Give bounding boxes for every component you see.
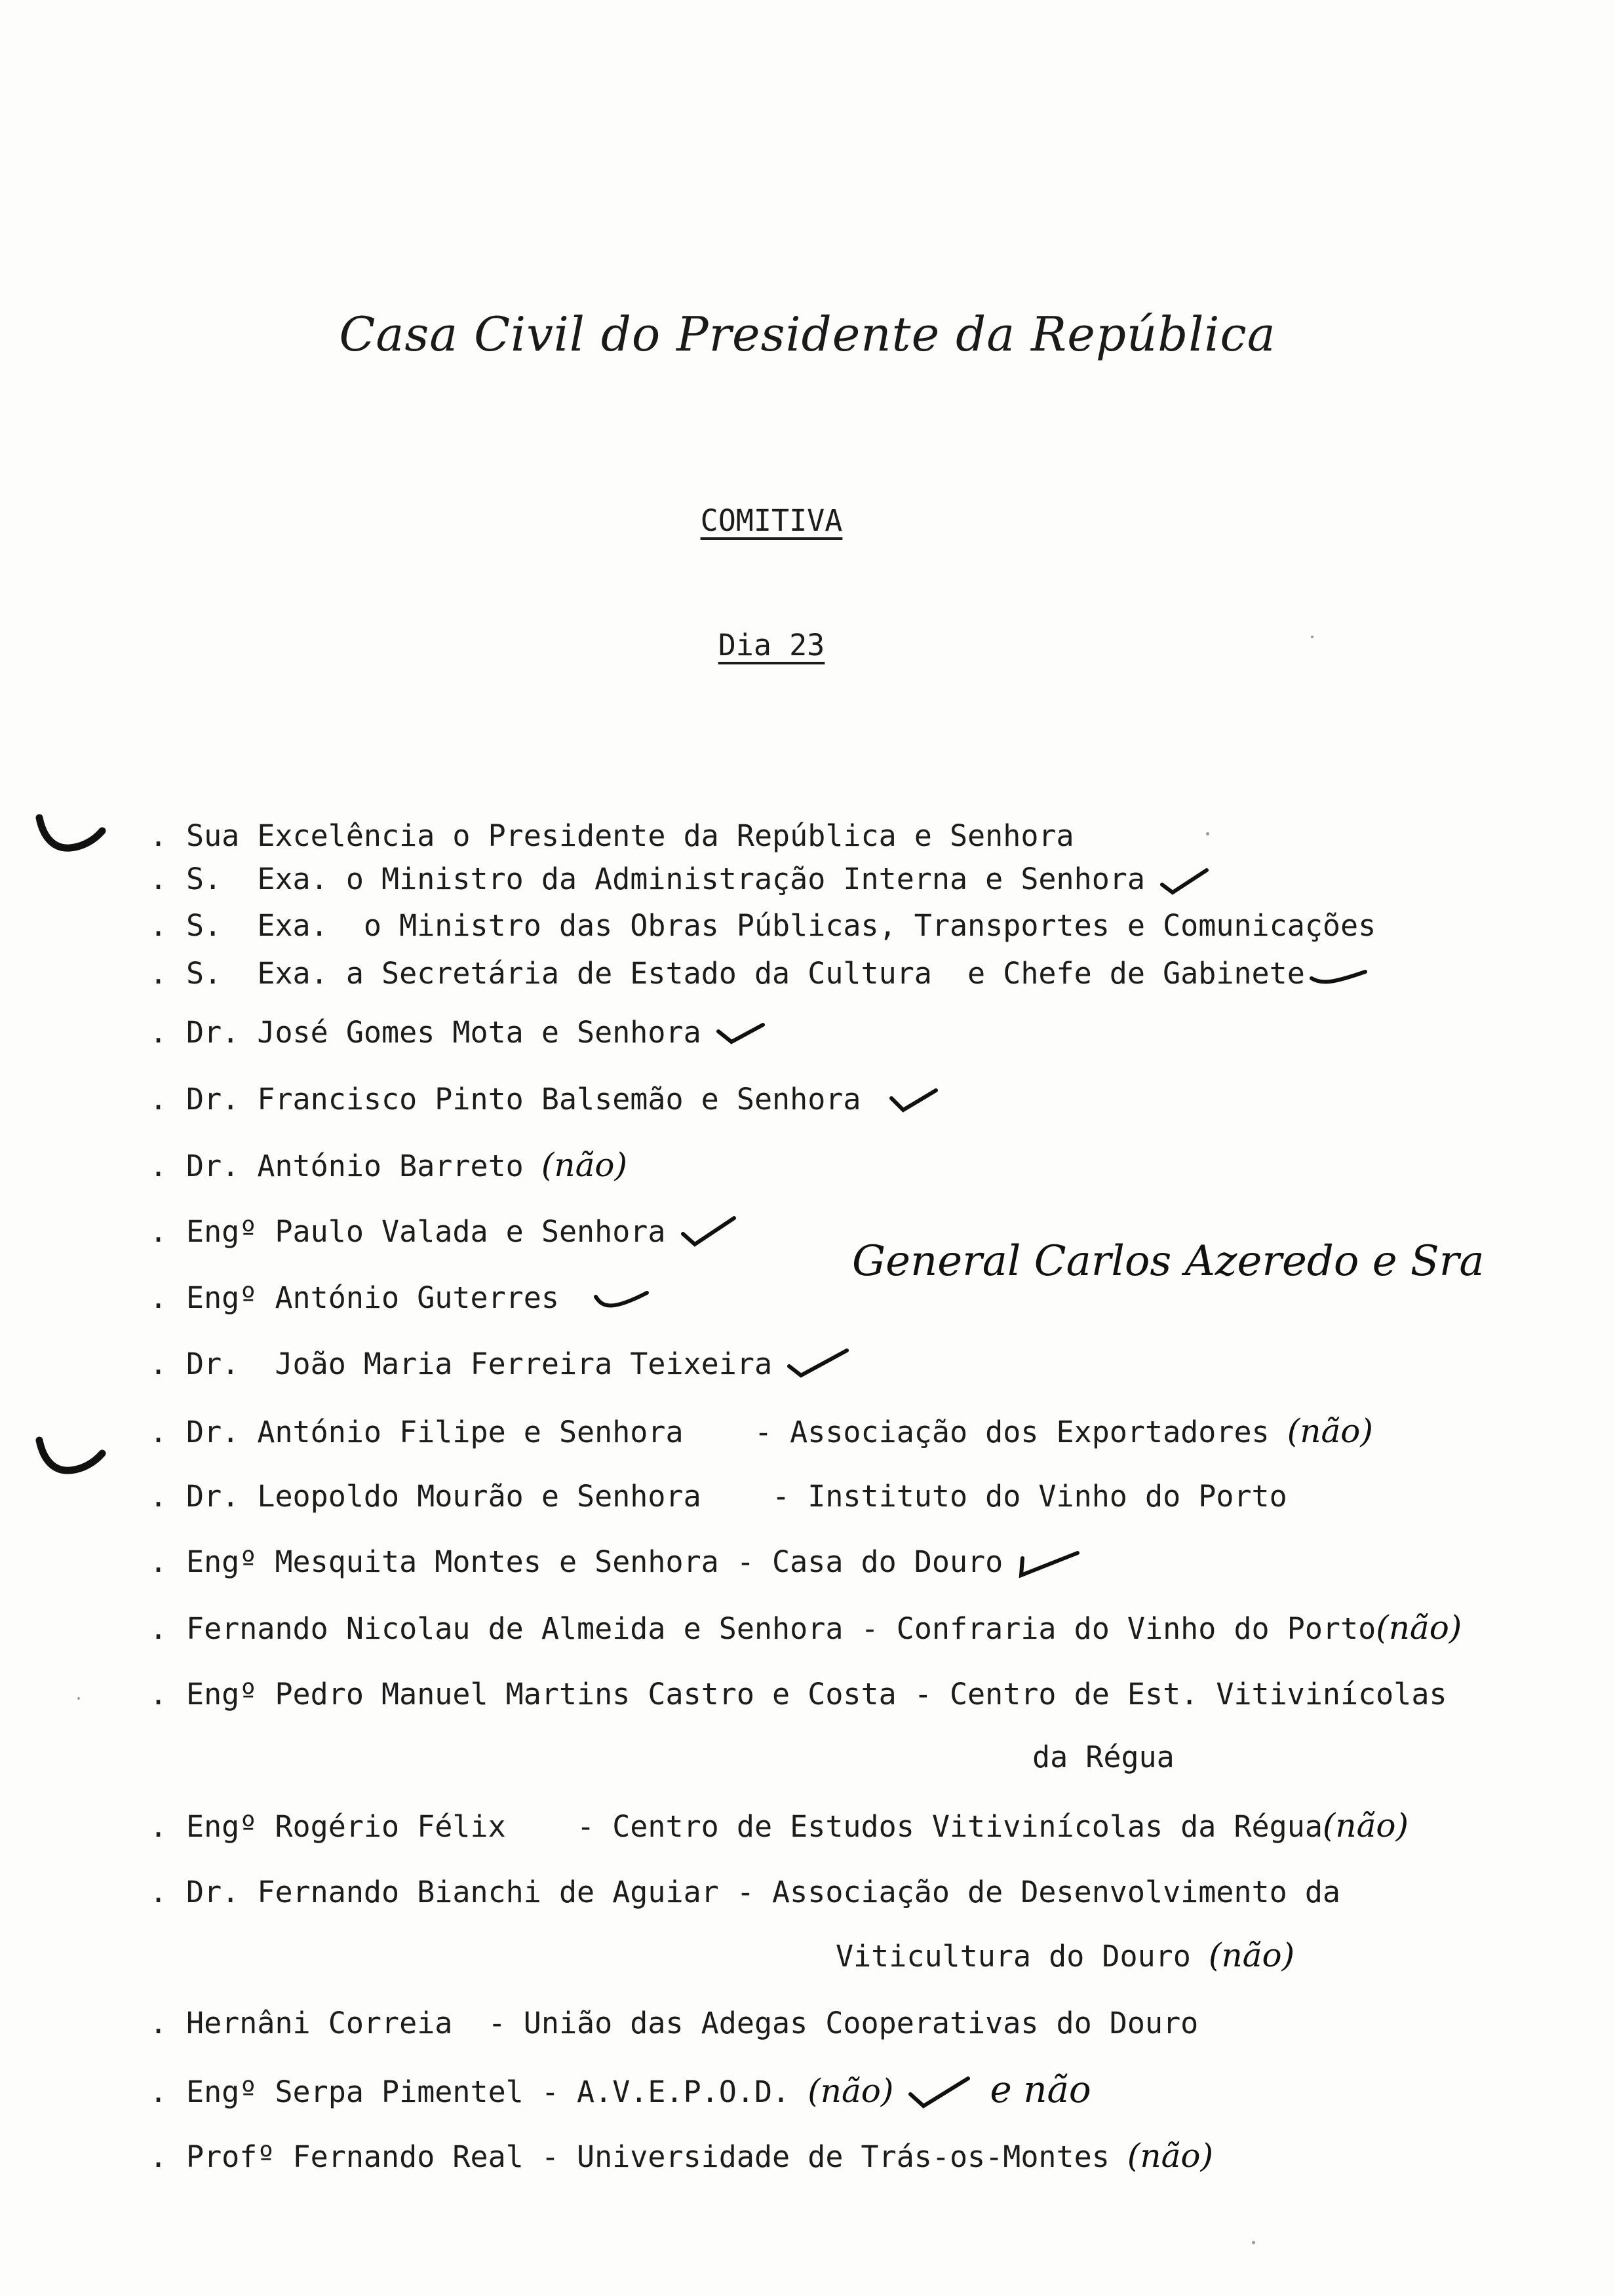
attendee-entry: . Dr. António Barreto (não) <box>149 1146 627 1184</box>
continuation-text: Viticultura do Douro <box>836 1939 1191 1974</box>
entry-continuation: da Régua <box>1032 1740 1175 1774</box>
margin-tick-icon <box>34 811 106 857</box>
handwritten-annotation: (não) <box>1127 2137 1214 2175</box>
entry-text: Engº Rogério Félix - Centro de Estudos Vitivinícolas da Régua <box>186 1809 1323 1844</box>
entry-text: Dr. Fernando Bianchi de Aguiar - Associação de Desenvolvimento da <box>186 1875 1340 1909</box>
attendee-entry: . S. Exa. o Ministro da Administração Interna e Senhora <box>149 861 1615 898</box>
handwritten-note: General Carlos Azeredo e Sra <box>852 1237 1485 1286</box>
checkmark-icon <box>1158 865 1211 898</box>
attendee-entry: . Fernando Nicolau de Almeida e Senhora - Confraria do Vinho do Porto(não) <box>149 1609 1462 1647</box>
entry-text: Dr. José Gomes Mota e Senhora <box>186 1015 701 1050</box>
scan-speck <box>1206 832 1209 835</box>
checkmark-icon <box>1016 1548 1081 1580</box>
checkmark-icon <box>887 1085 940 1118</box>
document-title: COMITIVA <box>700 503 843 538</box>
handwritten-annotation: (não) <box>1322 1807 1409 1845</box>
attendee-entry: . Dr. José Gomes Mota e Senhora <box>149 1014 1615 1051</box>
entry-text: Fernando Nicolau de Almeida e Senhora - Confraria do Vinho do Porto <box>186 1611 1376 1646</box>
handwritten-annotation: (não) <box>808 2072 894 2110</box>
checkmark-icon <box>714 1018 767 1051</box>
letterhead: Casa Civil do Presidente da República <box>339 307 1276 362</box>
handwritten-annotation: e não <box>990 2069 1091 2111</box>
entry-text: Dr. Leopoldo Mourão e Senhora - Instituto do Vinho do Porto <box>186 1479 1287 1514</box>
entry-text: Engº Mesquita Montes e Senhora - Casa do Douro <box>186 1544 1003 1579</box>
attendee-entry: . Dr. António Filipe e Senhora - Associação dos Exportadores (não) <box>149 1412 1373 1450</box>
document-day: Dia 23 <box>718 628 825 662</box>
entry-continuation <box>836 1937 1294 1975</box>
entry-text: Dr. António Barreto <box>186 1149 524 1183</box>
entry-text: S. Exa. o Ministro das Obras Públicas, Transportes e Comunicações <box>186 908 1376 943</box>
attendee-entry: . S. Exa. a Secretária de Estado da Cultura e Chefe de Gabinete <box>149 955 1615 992</box>
handwritten-annotation: (não) <box>1287 1412 1373 1450</box>
attendee-entry: . Engº Rogério Félix - Centro de Estudos Vitivinícolas da Régua(não) <box>149 1807 1409 1845</box>
attendee-entry: . Engº Pedro Manuel Martins Castro e Costa - Centro de Est. Vitivinícolas <box>149 1677 1447 1712</box>
entry-text: S. Exa. a Secretária de Estado da Cultura e Chefe de Gabinete <box>186 956 1305 991</box>
attendee-entry: . Profº Fernando Real - Universidade de Trás-os-Montes (não) <box>149 2137 1214 2175</box>
entry-text: Engº Paulo Valada e Senhora <box>186 1214 666 1249</box>
entry-text: Engº Pedro Manuel Martins Castro e Costa - Centro de Est. Vitivinícolas <box>186 1677 1447 1712</box>
scan-speck <box>1311 636 1313 638</box>
attendee-entry: . Engº Serpa Pimentel - A.V.E.P.O.D. (não) e não <box>149 2072 1615 2114</box>
entry-text: Dr. Francisco Pinto Balsemão e Senhora <box>186 1082 861 1117</box>
entry-text: Profº Fernando Real - Universidade de Trás-os-Montes <box>186 2139 1110 2174</box>
checkmark-icon <box>679 1214 738 1253</box>
entry-text: Dr. João Maria Ferreira Teixeira <box>186 1347 773 1381</box>
checkmark-icon <box>906 2075 972 2114</box>
attendee-entry: . Hernâni Correia - União das Adegas Cooperativas do Douro <box>149 2006 1199 2040</box>
entry-text: Dr. António Filipe e Senhora - Associação dos Exportadores <box>186 1415 1270 1449</box>
attendee-entry: . Dr. João Maria Ferreira Teixeira <box>149 1346 1615 1386</box>
entry-text: Engº António Guterres <box>186 1280 559 1315</box>
attendee-entry: . S. Exa. o Ministro das Obras Públicas, Transportes e Comunicações <box>149 908 1376 943</box>
entry-text: S. Exa. o Ministro da Administração Interna e Senhora <box>186 862 1145 896</box>
margin-tick-icon <box>34 1434 106 1480</box>
entry-text: Engº Serpa Pimentel - A.V.E.P.O.D. <box>186 2075 790 2109</box>
attendee-entry: . Dr. Francisco Pinto Balsemão e Senhora <box>149 1081 1615 1118</box>
entry-text: Sua Excelência o Presidente da República e Senhora <box>186 818 1074 853</box>
checkmark-icon <box>1309 963 1368 989</box>
attendee-entry: . Sua Excelência o Presidente da República e Senhora <box>149 818 1074 853</box>
attendee-entry: . Dr. Leopoldo Mourão e Senhora - Instituto do Vinho do Porto <box>149 1479 1287 1514</box>
attendee-entry: . Engº Mesquita Montes e Senhora - Casa do Douro <box>149 1544 1615 1580</box>
handwritten-annotation: (não) <box>1208 1936 1295 1974</box>
attendee-entry: . Engº Paulo Valada e Senhora <box>149 1214 1615 1253</box>
entry-text: Hernâni Correia - União das Adegas Cooperativas do Douro <box>186 2006 1199 2040</box>
scan-speck <box>77 1697 80 1700</box>
attendee-entry: . Engº António Guterres <box>149 1280 1615 1316</box>
handwritten-annotation: (não) <box>541 1146 627 1184</box>
attendee-entry: . Dr. Fernando Bianchi de Aguiar - Associação de Desenvolvimento da <box>149 1875 1340 1909</box>
checkmark-icon <box>592 1284 651 1316</box>
handwritten-annotation: (não) <box>1376 1609 1462 1647</box>
scan-speck <box>1252 2241 1255 2244</box>
checkmark-icon <box>785 1347 851 1386</box>
